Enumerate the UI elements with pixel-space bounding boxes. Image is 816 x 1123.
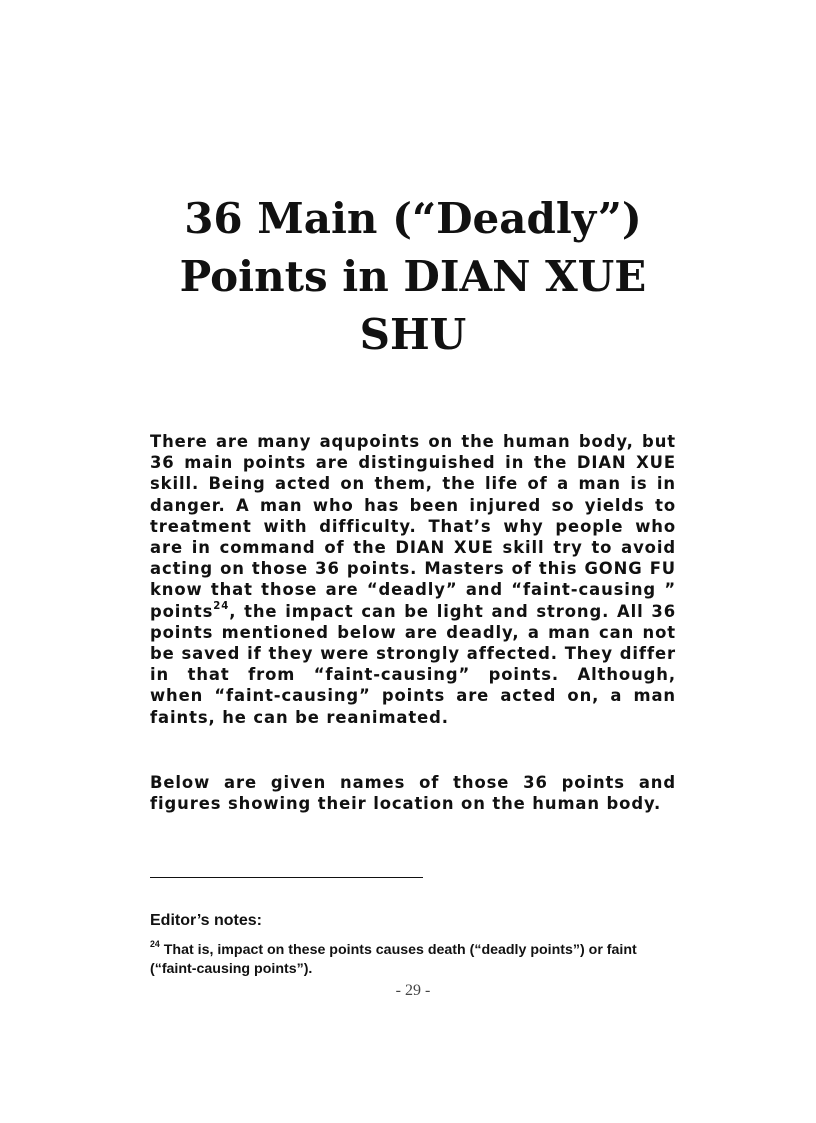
editors-notes-heading: Editor’s notes:: [150, 912, 263, 929]
footnote-text: That is, impact on these points causes death (“deadly points”) or faint (“faint-causing points”).: [150, 942, 637, 977]
footnote-24: [150, 938, 680, 979]
chapter-title-line-2: Points in DIAN XUE: [179, 252, 647, 301]
paragraph-1-text-end: , the impact can be light and strong. All 36 points mentioned below are deadly, a man can not be saved if they were strongly affected. They differ in that from “faint-causing” points. Although, when “faint-causing” points are acted on, a man faints, he can be reanimated.: [150, 601, 676, 727]
footnote-reference-24: 24: [213, 600, 230, 612]
chapter-title-line-3: SHU: [359, 310, 467, 359]
body-paragraph-1: [150, 431, 676, 728]
paragraph-1-text-start: There are many aqupoints on the human body, but 36 main points are distinguished in the DIAN XUE skill. Being acted on them, the life of a man is in danger. A man who has been injured so yields to treatment with difficulty. That’s why people who are in command of the DIAN XUE skill try to avoid acting on those 36 points. Masters of this GONG FU know that those are “deadly” and “faint-causing ” points: [150, 432, 676, 621]
chapter-title: [150, 190, 676, 364]
chapter-title-line-1: 36 Main (“Deadly”): [184, 194, 642, 243]
footnote-divider: [150, 877, 423, 878]
footnote-number: 24: [150, 938, 160, 949]
page-number: - 29 -: [395, 982, 431, 999]
body-paragraph-2: Below are given names of those 36 points and figures showing their location on the human body.: [150, 773, 676, 814]
